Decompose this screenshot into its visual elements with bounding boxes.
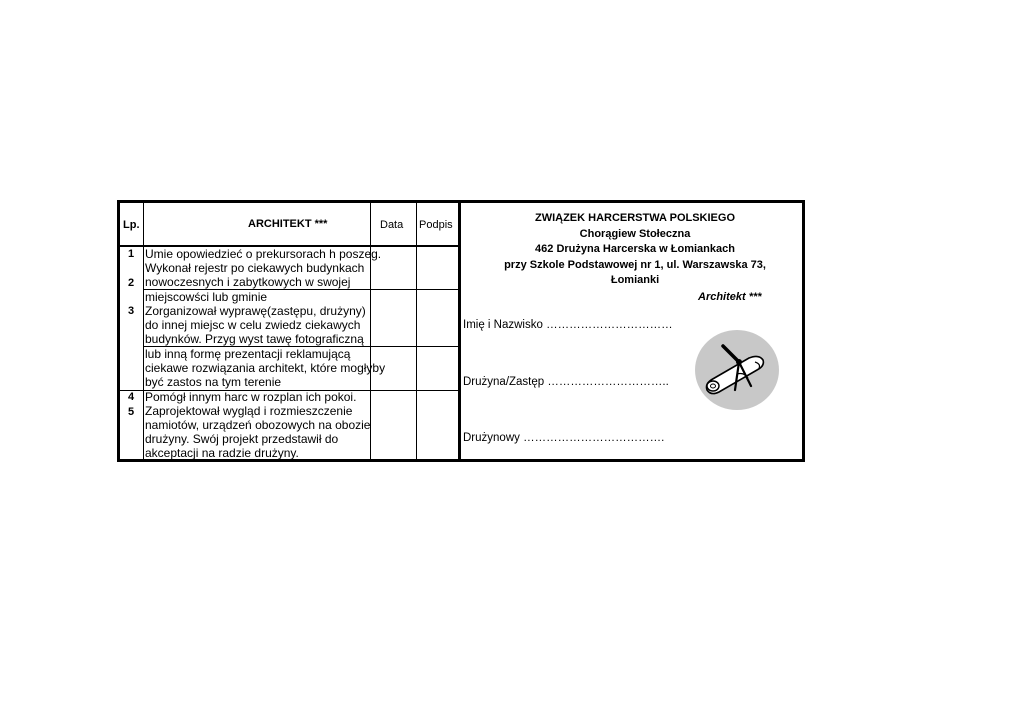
requirement-line: Zaprojektował wygląd i rozmieszczenie [145, 404, 353, 418]
badge-title: Architekt *** [698, 291, 762, 303]
requirement-line: ciekawe rozwiązania architekt, które mogłyby [145, 361, 386, 375]
row-number: 2 [127, 277, 135, 289]
row-number: 1 [127, 248, 135, 260]
requirement-line: Zorganizował wyprawę(zastępu, drużyny) [145, 304, 366, 318]
troop-name: 462 Drużyna Harcerska w Łomiankach [535, 243, 735, 255]
col-divider [143, 203, 144, 459]
town-name: Łomianki [610, 274, 660, 286]
row-number: 3 [127, 305, 135, 317]
name-field: Imię i Nazwisko …………………………… [463, 319, 673, 331]
requirement-line: akceptacji na radzie drużyny. [145, 446, 299, 460]
data-header: Data [380, 219, 404, 231]
badge-card [117, 200, 805, 462]
row-number: 4 [127, 391, 135, 403]
col-divider [416, 203, 417, 459]
patrol-field: Drużyna/Zastęp ………………………….. [463, 376, 669, 388]
requirement-line: być zastos na tym terenie [145, 375, 282, 389]
leader-field: Drużynowy ………………………………. [463, 432, 665, 444]
school-address: przy Szkole Podstawowej nr 1, ul. Warszawska 73, [504, 259, 766, 271]
podpis-header: Podpis [419, 219, 453, 231]
requirements-table [120, 203, 461, 459]
row-number: 5 [127, 406, 135, 418]
org-name: ZWIĄZEK HARCERSTWA POLSKIEGO [534, 212, 736, 224]
requirement-line: Wykonał rejestr po ciekawych budynkach [145, 261, 365, 275]
title-header: ARCHITEKT *** [248, 218, 328, 230]
requirement-line: do innej miejsc w celu zwiedz ciekawych [145, 318, 361, 332]
requirement-line: Pomógł innym harc w rozplan ich pokoi. [145, 390, 357, 404]
compass-and-blueprint-icon [693, 328, 781, 412]
requirement-line: Umie opowiedzieć o prekursorach h poszeg. [145, 247, 382, 261]
section-divider [458, 203, 461, 459]
banner-name: Chorągiew Stołeczna [579, 228, 691, 240]
requirement-line: drużyny. Swój projekt przedstawił do [145, 432, 339, 446]
requirement-line: miejscowści lub gminie [145, 290, 268, 304]
requirement-line: lub inną formę prezentacji reklamującą [145, 347, 351, 361]
requirement-line: nowoczesnych i zabytkowych w swojej [145, 275, 351, 289]
lp-header: Lp. [123, 219, 140, 231]
requirement-line: namiotów, urządzeń obozowych na obozie [145, 418, 371, 432]
requirement-line: budynków. Przyg wyst tawę fotograficzną [145, 332, 364, 346]
